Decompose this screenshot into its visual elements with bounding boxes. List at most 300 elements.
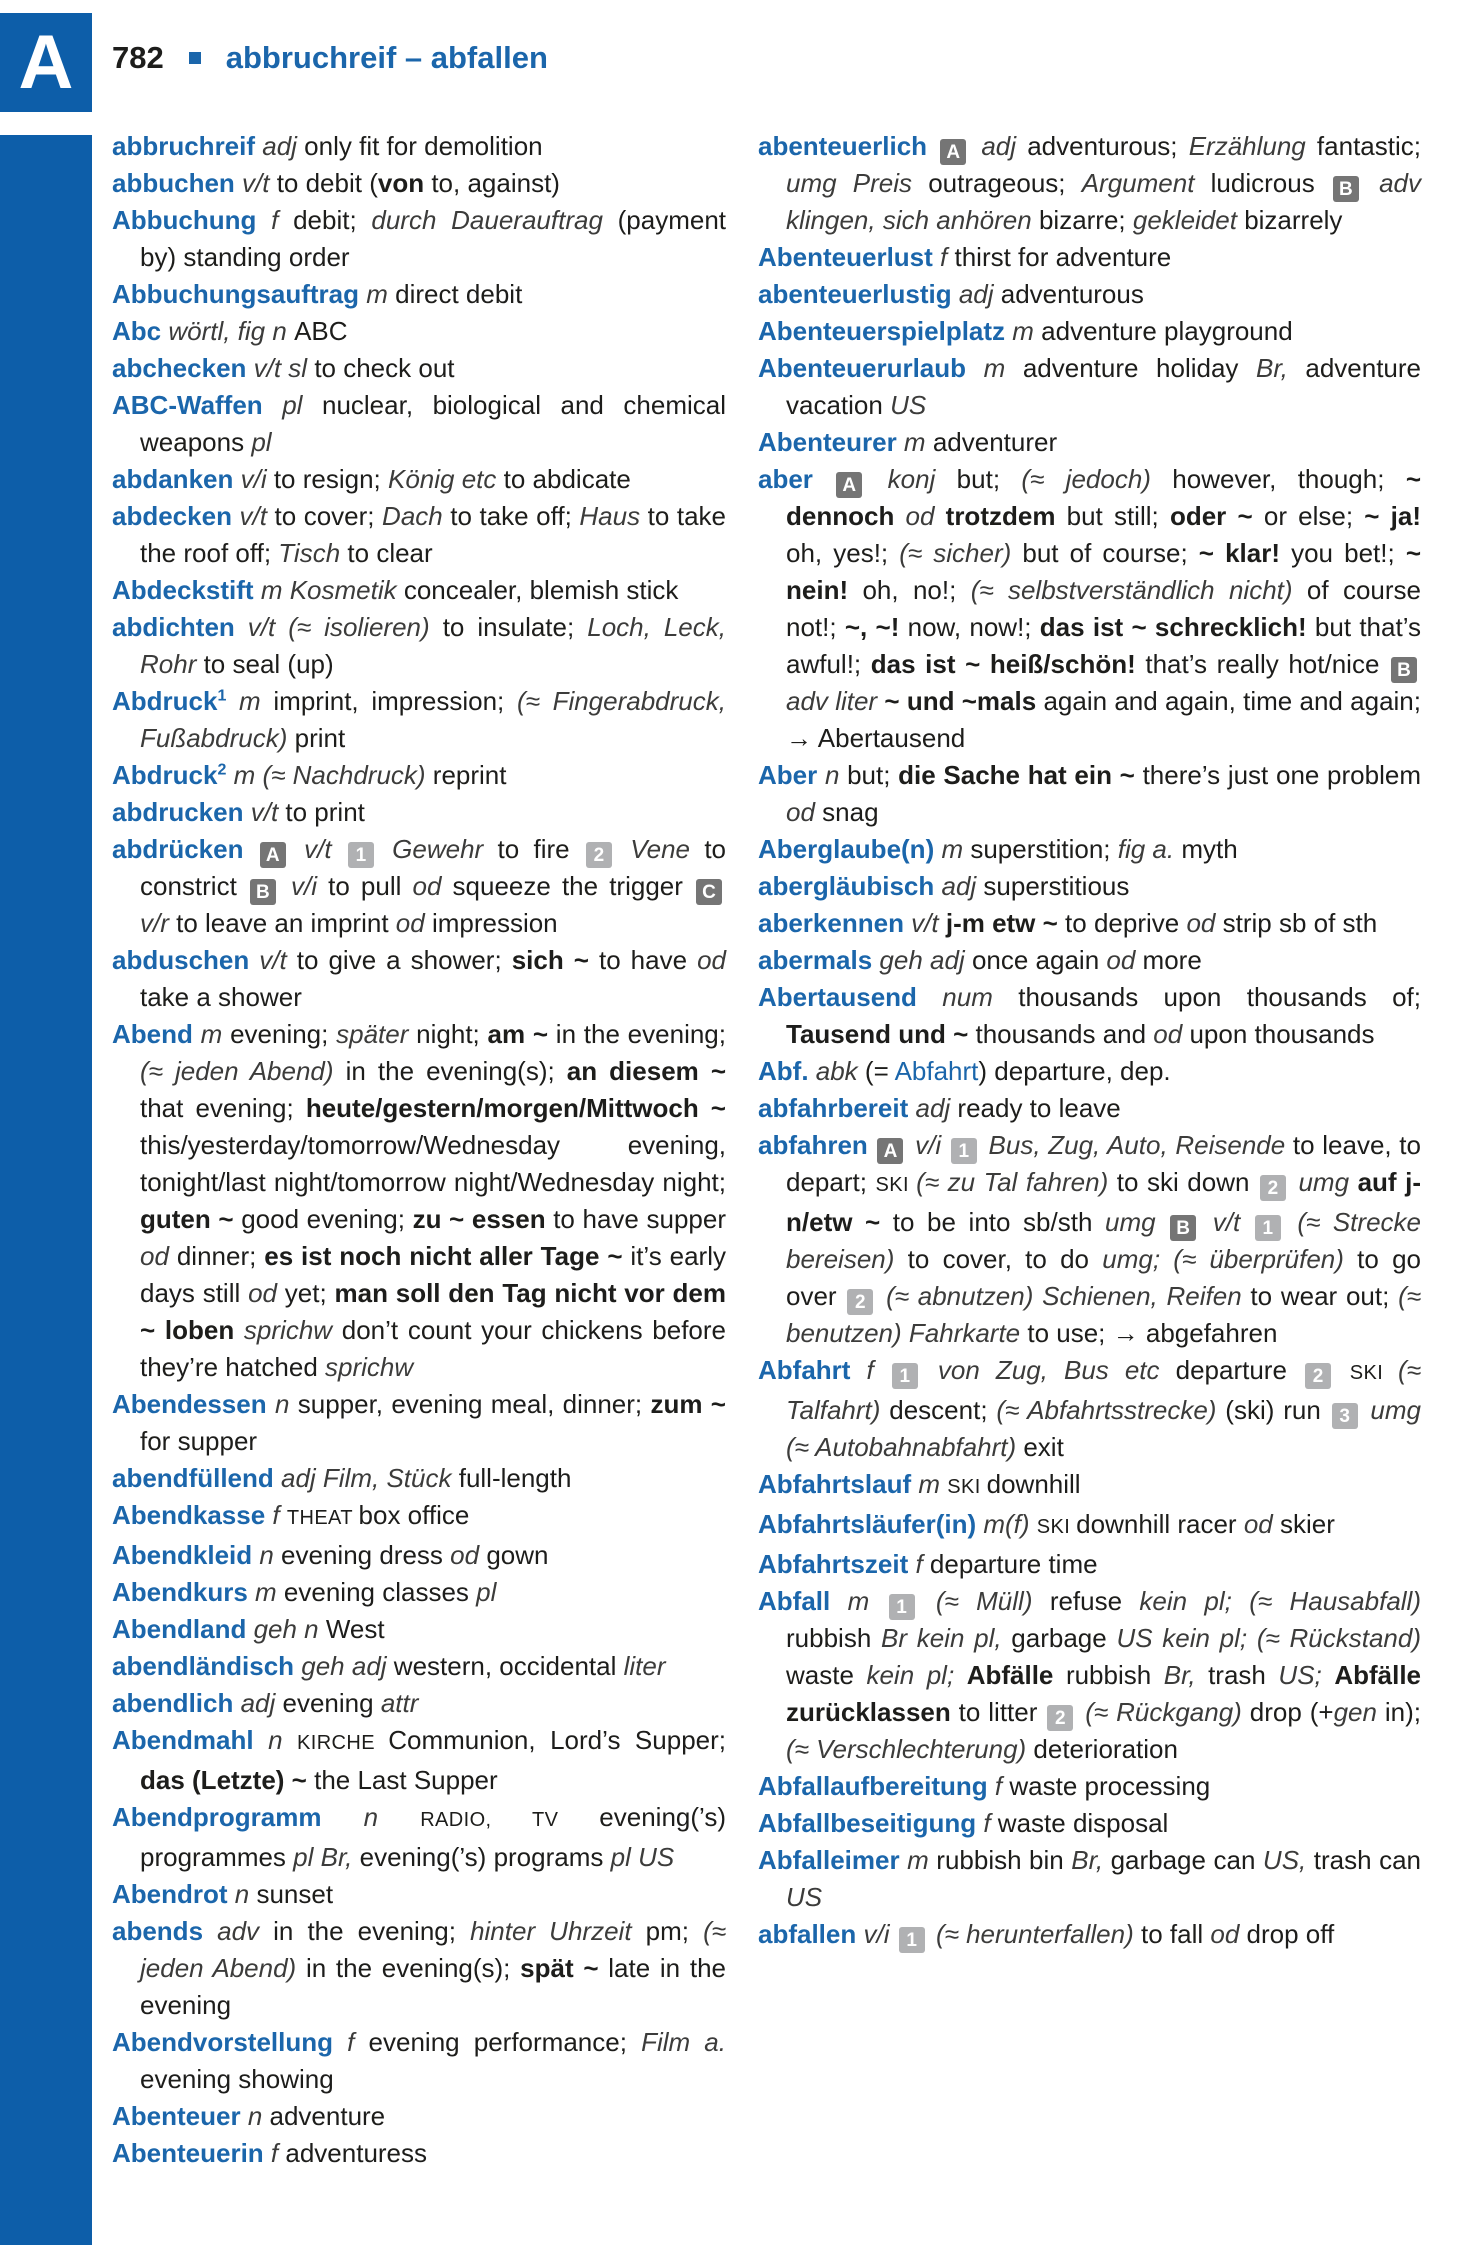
translation-text: ) departure, dep. [978, 1056, 1171, 1086]
headword: Abfahrtsläufer(in) [758, 1509, 984, 1539]
grammar-label: v/t [259, 945, 297, 975]
subject-label: KIRCHE [297, 1732, 389, 1754]
grammar-label: f [983, 1808, 998, 1838]
headword: Abc [112, 316, 169, 346]
dictionary-entry [112, 1799, 726, 1876]
page-number: 782 [112, 40, 164, 75]
headword: abfallen [758, 1919, 864, 1949]
translation-text: to fall [1140, 1919, 1211, 1949]
translation-text: rubbish bin [936, 1845, 1072, 1875]
translation-text: ready to leave [957, 1093, 1121, 1123]
grammar-label: m [200, 1019, 231, 1049]
headword: abends [112, 1916, 218, 1946]
headword: Abfahrtslauf [758, 1469, 919, 1499]
grammar-label: adj [915, 1093, 958, 1123]
sense-number-box: 3 [1332, 1403, 1358, 1429]
thumb-index-tab [0, 13, 92, 112]
grammar-label: pl Br, [293, 1842, 360, 1872]
dictionary-entry [112, 683, 726, 757]
translation-text: of course not!; [786, 575, 1421, 642]
headword: Abfalleimer [758, 1845, 908, 1875]
dictionary-entry [112, 498, 726, 572]
translation-text: to constrict [140, 834, 726, 901]
headword: Abendrot [112, 1879, 235, 1909]
dictionary-entry [758, 424, 1421, 461]
phrase-bold: die Sache hat ein ~ [898, 760, 1143, 790]
dictionary-entry [758, 1466, 1421, 1506]
dictionary-entry [758, 942, 1421, 979]
sense-number-box: 2 [586, 842, 612, 868]
translation-text: squeeze the trigger [452, 871, 695, 901]
grammar-label: (≈ isolieren) [288, 612, 443, 642]
grammar-label: Loch, Leck, Rohr [140, 612, 726, 679]
grammar-label: Erzählung [1188, 131, 1317, 161]
grammar-label: (≈ Fingerabdruck, Fußabdruck) [140, 686, 726, 753]
headword: abbuchen [112, 168, 243, 198]
translation-text: however, though; [1172, 464, 1406, 494]
grammar-label: Br kein pl, [881, 1623, 1012, 1653]
translation-text: adventure holiday [1022, 353, 1256, 383]
phrase-bold: ~ dennoch [786, 464, 1421, 531]
translation-text: adventuress [285, 2138, 428, 2168]
phrase-bold: oder ~ [1169, 501, 1264, 531]
dictionary-entry [112, 831, 726, 942]
dictionary-entry [112, 794, 726, 831]
translation-text: to check out [314, 353, 455, 383]
headword: Abendkleid [112, 1540, 260, 1570]
dictionary-entry [112, 350, 726, 387]
translation-text: the Last Supper [314, 1765, 498, 1795]
grammar-label: Argument [1081, 168, 1211, 198]
dictionary-entry [758, 313, 1421, 350]
headword: abdrucken [112, 797, 251, 827]
translation-text: West [325, 1614, 385, 1644]
grammar-label: adv klingen, sich anhören [786, 168, 1421, 235]
translation-text: in the evening(s); [305, 1953, 521, 1983]
grammar-label: fig a. [1117, 834, 1182, 864]
translation-text: to fire [497, 834, 584, 864]
translation-text: evening(’s) programmes [140, 1802, 726, 1872]
headword: abendfüllend [112, 1463, 281, 1493]
grammar-label: v/t sl [253, 353, 315, 383]
grammar-label: (≈ jedoch) [1021, 464, 1173, 494]
headword: Abbuchung [112, 205, 272, 235]
sense-letter-box: C [696, 879, 722, 905]
subject-label: SKI [875, 1174, 917, 1196]
subject-label: RADIO, TV [420, 1809, 600, 1831]
translation-text: only fit for demolition [304, 131, 543, 161]
headword: Abend [112, 1019, 201, 1049]
headword: Abendkurs [112, 1577, 256, 1607]
dictionary-entry [112, 2098, 726, 2135]
translation-text: to give a shower; [296, 945, 512, 975]
grammar-label: Br, [1163, 1660, 1209, 1690]
sense-letter-box: B [1391, 657, 1417, 683]
translation-text: waste processing [1009, 1771, 1211, 1801]
grammar-label: od [1243, 1509, 1280, 1539]
grammar-label: Tisch [278, 538, 348, 568]
translation-text: debit; [293, 205, 372, 235]
grammar-label: adj [941, 871, 984, 901]
translation-text: good evening; [241, 1204, 413, 1234]
translation-text: to debit ( [276, 168, 378, 198]
grammar-label: wörtl, fig n [168, 316, 295, 346]
translation-text: departure time [929, 1549, 1098, 1579]
translation-text: but; [956, 464, 1022, 494]
phrase-bold: ~ ja! [1364, 501, 1421, 531]
dictionary-entry [112, 609, 726, 683]
sense-number-box: 1 [889, 1594, 915, 1620]
sense-number-box: 1 [951, 1138, 977, 1164]
cross-reference: Abfahrt [894, 1056, 979, 1086]
dictionary-entry [758, 831, 1421, 868]
grammar-label: m [847, 1586, 887, 1616]
phrase-bold: ~ nein! [786, 538, 1421, 605]
phrase-bold: das (Letzte) ~ [140, 1765, 315, 1795]
grammar-label: od [395, 908, 432, 938]
translation-text: concealer, blemish stick [403, 575, 679, 605]
grammar-label: f [270, 2138, 286, 2168]
grammar-label: US [786, 1882, 823, 1912]
dictionary-entry [112, 572, 726, 609]
grammar-label: m Kosmetik [260, 575, 404, 605]
dictionary-entry [758, 276, 1421, 313]
grammar-label: adj [970, 131, 1028, 161]
dictionary-entry [112, 202, 726, 276]
phrase-bold: trotzdem [945, 501, 1067, 531]
translation-text: to go over [786, 1244, 1421, 1311]
grammar-label: v/t [911, 908, 946, 938]
translation-text: to take off; [450, 501, 580, 531]
headword: Abenteuer [112, 2101, 248, 2131]
dictionary-entry [758, 1053, 1421, 1090]
phrase-bold: das ist ~ schrecklich! [1039, 612, 1315, 642]
dictionary-entry [758, 1768, 1421, 1805]
grammar-label: od [786, 797, 823, 827]
grammar-label: od [1153, 1019, 1190, 1049]
translation-text: ABC [294, 316, 348, 346]
translation-text: myth [1181, 834, 1238, 864]
grammar-label: Dach [382, 501, 451, 531]
translation-text: waste disposal [997, 1808, 1169, 1838]
grammar-label: pl [476, 1577, 497, 1607]
sense-letter-box: A [836, 472, 862, 498]
translation-text: pm; [645, 1916, 704, 1946]
grammar-label: Br, [1071, 1845, 1111, 1875]
dictionary-entry [758, 979, 1421, 1053]
translation-text: drop (+ [1249, 1697, 1334, 1727]
grammar-label: v/i [279, 871, 329, 901]
headword: Abfahrtszeit [758, 1549, 916, 1579]
translation-text: evening [282, 1688, 381, 1718]
translation-text: evening dress [281, 1540, 451, 1570]
phrase-bold: sich ~ [511, 945, 599, 975]
dictionary-entry [112, 1016, 726, 1386]
thumb-index-bar [0, 135, 92, 2245]
translation-text: superstition; [970, 834, 1118, 864]
dictionary-entry [112, 276, 726, 313]
translation-text: skier [1279, 1509, 1335, 1539]
grammar-label: (≈ zu Tal fahren) [916, 1167, 1117, 1197]
grammar-label: n [259, 1540, 282, 1570]
headword: abdecken [112, 501, 240, 531]
grammar-label: hinter Uhrzeit [470, 1916, 646, 1946]
dictionary-entry [758, 461, 1421, 757]
dictionary-entry [758, 1127, 1421, 1352]
headword: Abbuchungsauftrag [112, 279, 367, 309]
subject-label: SKI [1334, 1362, 1399, 1384]
dictionary-entry [112, 942, 726, 1016]
homonym-superscript: 1 [217, 687, 227, 705]
sense-number-box: 2 [1047, 1705, 1073, 1731]
translation-text: there’s just one problem [1142, 760, 1421, 790]
dictionary-entry [758, 1583, 1421, 1768]
translation-text: Communion, Lord’s Supper; [388, 1725, 726, 1755]
grammar-label: später [336, 1019, 417, 1049]
translation-text: imprint, impression; [273, 686, 517, 716]
translation-text: exit [1023, 1432, 1064, 1462]
grammar-label: f [994, 1771, 1010, 1801]
translation-text: print [294, 723, 346, 753]
grammar-label: pl [251, 427, 272, 457]
dictionary-entry [758, 1916, 1421, 1953]
grammar-label: f [866, 1355, 890, 1385]
headword: aberkennen [758, 908, 912, 938]
dictionary-entry [112, 1722, 726, 1799]
grammar-label: umg (≈ Autobahnabfahrt) [786, 1395, 1422, 1462]
translation-text: to print [285, 797, 365, 827]
headword: Abf. [758, 1056, 816, 1086]
grammar-label: od [1186, 908, 1223, 938]
grammar-label: kein pl; [866, 1660, 967, 1690]
translation-text: (ski) run [1225, 1395, 1330, 1425]
headword: abenteuerlich [758, 131, 939, 161]
dictionary-entry [758, 1352, 1421, 1466]
grammar-label: od [905, 501, 946, 531]
grammar-label: abk [815, 1056, 865, 1086]
dictionary-entry [112, 1574, 726, 1611]
translation-text: rubbish [786, 1623, 881, 1653]
translation-text: adventure vacation [786, 353, 1422, 420]
translation-text: to resign; [273, 464, 388, 494]
phrase-bold: spät ~ [520, 1953, 609, 1983]
phrase-bold: Abfälle zurücklassen [786, 1660, 1421, 1727]
translation-text: full-length [458, 1463, 572, 1493]
grammar-label: m [226, 686, 274, 716]
grammar-label: n [234, 1879, 257, 1909]
grammar-label: konj [866, 464, 957, 494]
grammar-label: (≈ Strecke bereisen) [786, 1207, 1421, 1274]
dictionary-entry [112, 1648, 726, 1685]
grammar-label: geh n [253, 1614, 326, 1644]
translation-text: western, occidental [393, 1651, 624, 1681]
bullet-separator-icon [189, 52, 201, 64]
translation-text: deterioration [1033, 1734, 1178, 1764]
dictionary-entry [112, 165, 726, 202]
grammar-label: (≈ jeden Abend) [140, 1056, 346, 1086]
grammar-label: n [274, 1389, 298, 1419]
grammar-label: attr [380, 1688, 419, 1718]
phrase-bold: auf j-n/etw ~ [786, 1167, 1421, 1237]
headword: Abendprogramm [112, 1802, 364, 1832]
grammar-label: Film a. [641, 2027, 726, 2057]
translation-text: to wear out; [1250, 1281, 1399, 1311]
translation-text: waste [786, 1660, 867, 1690]
dictionary-entry [112, 1497, 726, 1537]
dictionary-entry [112, 757, 726, 794]
grammar-label: n [247, 2101, 270, 2131]
translation-text: but of course; [1022, 538, 1199, 568]
translation-text: this/yesterday/tomorrow/Wednesday evening, tonight/last night/tomorrow night/Wednesday night; [140, 1130, 726, 1197]
grammar-label: gekleidet [1132, 205, 1245, 235]
headword: aber [758, 464, 835, 494]
grammar-label: v/t [1200, 1207, 1253, 1237]
dictionary-entry [758, 1842, 1421, 1916]
dictionary-entry [758, 239, 1421, 276]
grammar-label: König etc [388, 464, 504, 494]
translation-text: or else; [1263, 501, 1365, 531]
dictionary-entry [112, 461, 726, 498]
headword: abendländisch [112, 1651, 302, 1681]
grammar-label: geh adj [301, 1651, 394, 1681]
translation-text: thirst for adventure [954, 242, 1172, 272]
grammar-label: umg; (≈ überprüfen) [1102, 1244, 1358, 1274]
grammar-label: (≈ abnutzen) Schienen, Reifen [877, 1281, 1251, 1311]
translation-text: box office [358, 1500, 470, 1530]
grammar-label: v/i [240, 464, 274, 494]
translation-text: in the evening; [273, 1916, 471, 1946]
grammar-label: m(f) [983, 1509, 1037, 1539]
translation-text: superstitious [983, 871, 1130, 901]
headword: abfahren [758, 1130, 876, 1160]
translation-text: to leave an imprint [176, 908, 396, 938]
headword: abchecken [112, 353, 254, 383]
dictionary-entry [112, 2135, 726, 2172]
grammar-label: (≈ benutzen) Fahrkarte [786, 1281, 1421, 1348]
translation-text: to insulate; [442, 612, 588, 642]
grammar-label: od [248, 1278, 285, 1308]
headword: Abendkasse [112, 1500, 273, 1530]
translation-text: but; [847, 760, 899, 790]
sense-number-box: 2 [1305, 1363, 1331, 1389]
headword: Abertausend [758, 982, 943, 1012]
translation-text: night; [416, 1019, 488, 1049]
translation-text: evening showing [140, 2064, 334, 2094]
grammar-label: US, [1262, 1845, 1314, 1875]
translation-text: evening performance; [368, 2027, 642, 2057]
phrase-bold: an diesem ~ [566, 1056, 727, 1086]
headword: Abenteuerspielplatz [758, 316, 1013, 346]
headword: Aber [758, 760, 825, 790]
subject-label: THEAT [286, 1507, 359, 1529]
dictionary-entry [758, 128, 1421, 239]
grammar-label: m [1012, 316, 1042, 346]
dictionary-entry [112, 1386, 726, 1460]
headword: Abenteuerin [112, 2138, 271, 2168]
grammar-label: n [363, 1802, 421, 1832]
dictionary-entry [112, 2024, 726, 2098]
grammar-label: n [824, 760, 848, 790]
grammar-label: (≈ herunterfallen) [928, 1919, 1141, 1949]
grammar-label: od [697, 945, 726, 975]
translation-text: reprint [432, 760, 507, 790]
grammar-label: (≈ jeden Abend) [140, 1916, 726, 1983]
translation-text: to seal (up) [203, 649, 334, 679]
grammar-label: pl [282, 390, 322, 420]
grammar-label: (≈ selbstverständlich nicht) [970, 575, 1307, 605]
headword: Abdeckstift [112, 575, 261, 605]
dictionary-entry [112, 1876, 726, 1913]
headword: Abenteuerurlaub [758, 353, 984, 383]
translation-text: impression [431, 908, 558, 938]
translation-text: to, against) [424, 168, 560, 198]
headword: Abfallaufbereitung [758, 1771, 995, 1801]
translation-text: in); [1384, 1697, 1422, 1727]
subject-label: SKI [947, 1476, 987, 1498]
sense-number-box: 1 [899, 1927, 925, 1953]
translation-text: that evening; [140, 1093, 306, 1123]
headword: Abendessen [112, 1389, 275, 1419]
subject-label: SKI [1036, 1516, 1077, 1538]
grammar-label: m [226, 760, 263, 790]
phrase-bold: Abfälle [966, 1660, 1066, 1690]
headword: Abdruck [112, 760, 218, 790]
translation-text: nuclear, biological and chemical weapons [140, 390, 726, 457]
dictionary-entry [758, 868, 1421, 905]
translation-text: drop off [1246, 1919, 1335, 1949]
phrase-bold: ~ und ~mals [884, 686, 1044, 716]
translation-text: to take the roof off; [140, 501, 726, 568]
sense-letter-box: A [940, 139, 966, 165]
translation-text: to abdicate [503, 464, 631, 494]
translation-text: adventure playground [1041, 316, 1293, 346]
sense-number-box: 1 [348, 842, 374, 868]
translation-text: but that’s awful!; [786, 612, 1422, 679]
translation-text: now, now!; [907, 612, 1040, 642]
grammar-label: f [347, 2027, 369, 2057]
translation-text: descent; [889, 1395, 997, 1425]
column-right [758, 128, 1421, 1953]
homonym-superscript: 2 [217, 761, 227, 779]
grammar-label: adv [217, 1916, 274, 1946]
headword: abendlich [112, 1688, 241, 1718]
headword: Abdruck [112, 686, 218, 716]
translation-text: to deprive [1065, 908, 1187, 938]
translation-text: dinner; [176, 1241, 265, 1271]
translation-text: for supper [140, 1426, 258, 1456]
translation-text: evening; [230, 1019, 337, 1049]
dictionary-entry [758, 757, 1421, 831]
translation-text: you bet!; [1291, 538, 1406, 568]
grammar-label: sprichw [243, 1315, 342, 1345]
translation-text: but still; [1066, 501, 1170, 531]
translation-text: to clear [347, 538, 433, 568]
dictionary-entry [758, 350, 1421, 424]
phrase-bold: j-m etw ~ [945, 908, 1066, 938]
translation-text: garbage [1011, 1623, 1117, 1653]
dictionary-entry [112, 313, 726, 350]
dictionary-entry [758, 1090, 1421, 1127]
grammar-label: od [450, 1540, 487, 1570]
headword: Abfahrt [758, 1355, 867, 1385]
translation-text: downhill racer [1076, 1509, 1244, 1539]
translation-text: thousands upon thousands of; [1018, 982, 1421, 1012]
dictionary-entry [112, 1537, 726, 1574]
headword: abenteuerlustig [758, 279, 959, 309]
grammar-label: m [255, 1577, 284, 1607]
grammar-label: US [890, 390, 927, 420]
grammar-label: kein pl; (≈ Hausabfall) [1139, 1586, 1421, 1616]
